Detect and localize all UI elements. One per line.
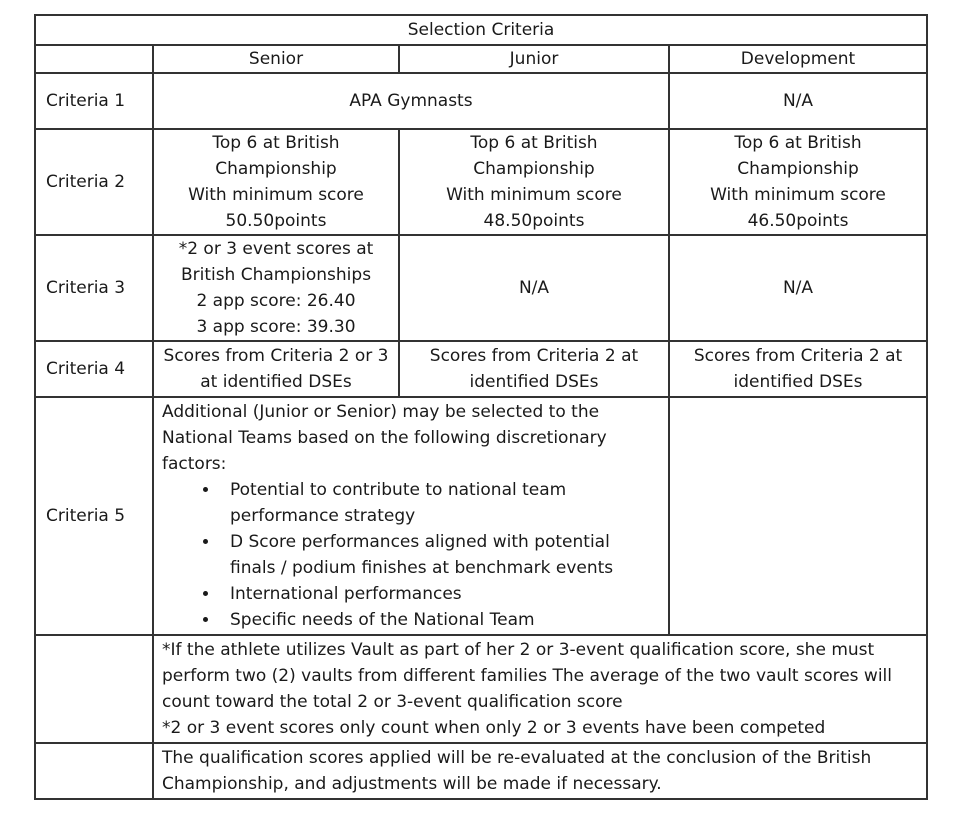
criteria-2-development-line: With minimum score xyxy=(710,185,886,205)
criteria-5-content xyxy=(153,397,669,635)
reevaluation-note xyxy=(153,743,927,799)
criteria-4-development-line: Scores from Criteria 2 at xyxy=(693,346,903,366)
factor-line: performance strategy xyxy=(230,506,416,526)
criteria-4-development-line: identified DSEs xyxy=(733,372,863,392)
criteria-3-senior xyxy=(153,235,399,341)
criteria-1-row xyxy=(35,73,927,129)
reevaluation-note-row xyxy=(35,743,927,799)
criteria-4-senior xyxy=(153,341,399,397)
criteria-3-junior: N/A xyxy=(399,235,669,341)
criteria-3-senior-line: *2 or 3 event scores at xyxy=(178,239,374,259)
criteria-2-senior xyxy=(153,129,399,235)
criteria-3-senior-line: British Championships xyxy=(180,265,372,285)
criteria-2-junior-line: Top 6 at British xyxy=(470,133,598,153)
header-senior: Senior xyxy=(153,45,399,73)
factor-line: • Specific needs of the National Team xyxy=(230,610,535,630)
criteria-3-development: N/A xyxy=(669,235,927,341)
factor-line: • International performances xyxy=(230,584,462,604)
vault-note-line: count toward the total 2 or 3-event qualification score xyxy=(162,692,623,712)
criteria-4-junior xyxy=(399,341,669,397)
criteria-4-senior-line: at identified DSEs xyxy=(200,372,352,392)
reevaluation-note-line: Championship, and adjustments will be made if necessary. xyxy=(162,774,662,794)
criteria-3-senior-line: 2 app score: 26.40 xyxy=(196,291,356,311)
criteria-5-intro-line: Additional (Junior or Senior) may be selected to the xyxy=(162,402,600,422)
criteria-5-intro-line: National Teams based on the following discretionary xyxy=(162,428,607,448)
criteria-2-senior-line: With minimum score xyxy=(188,185,364,205)
header-empty-cell xyxy=(35,45,153,73)
list-item xyxy=(220,607,660,633)
table-title: Selection Criteria xyxy=(35,15,927,45)
criteria-5-row xyxy=(35,397,927,635)
criteria-5-intro-line: factors: xyxy=(162,454,227,474)
factor-line: finals / podium finishes at benchmark events xyxy=(230,558,614,578)
criteria-1-senior-junior: APA Gymnasts xyxy=(153,73,669,129)
criteria-2-development-line: 46.50points xyxy=(747,211,849,231)
list-item xyxy=(220,581,660,607)
criteria-2-label: Criteria 2 xyxy=(35,129,153,235)
reevaluation-note-line: The qualification scores applied will be re-evaluated at the conclusion of the British xyxy=(162,748,872,768)
vault-note-label-empty xyxy=(35,635,153,743)
criteria-3-label: Criteria 3 xyxy=(35,235,153,341)
vault-note-line: *2 or 3 event scores only count when only 2 or 3 events have been competed xyxy=(162,718,826,738)
criteria-3-row xyxy=(35,235,927,341)
criteria-2-development xyxy=(669,129,927,235)
vault-note-line: perform two (2) vaults from different families The average of the two vault scores will xyxy=(162,666,893,686)
criteria-2-senior-line: Championship xyxy=(215,159,337,179)
vault-note xyxy=(153,635,927,743)
criteria-5-development-empty xyxy=(669,397,927,635)
factor-line: • Potential to contribute to national team xyxy=(230,480,567,500)
title-row xyxy=(35,15,927,45)
vault-note-row xyxy=(35,635,927,743)
criteria-1-development: N/A xyxy=(669,73,927,129)
criteria-4-junior-line: identified DSEs xyxy=(469,372,599,392)
criteria-2-development-line: Championship xyxy=(737,159,859,179)
criteria-1-label: Criteria 1 xyxy=(35,73,153,129)
criteria-4-label: Criteria 4 xyxy=(35,341,153,397)
criteria-2-junior xyxy=(399,129,669,235)
header-development: Development xyxy=(669,45,927,73)
criteria-4-development xyxy=(669,341,927,397)
criteria-2-row xyxy=(35,129,927,235)
criteria-2-junior-line: Championship xyxy=(473,159,595,179)
vault-note-line: *If the athlete utilizes Vault as part of her 2 or 3-event qualification score, she must xyxy=(162,640,875,660)
factor-line: • D Score performances aligned with potential xyxy=(230,532,610,552)
list-item xyxy=(220,529,660,581)
criteria-4-row xyxy=(35,341,927,397)
criteria-2-senior-line: Top 6 at British xyxy=(212,133,340,153)
criteria-2-junior-line: 48.50points xyxy=(483,211,585,231)
selection-criteria-table xyxy=(34,14,928,800)
header-junior: Junior xyxy=(399,45,669,73)
criteria-4-junior-line: Scores from Criteria 2 at xyxy=(429,346,639,366)
criteria-5-label: Criteria 5 xyxy=(35,397,153,635)
criteria-2-junior-line: With minimum score xyxy=(446,185,622,205)
criteria-3-senior-line: 3 app score: 39.30 xyxy=(196,317,356,337)
header-row xyxy=(35,45,927,73)
criteria-4-senior-line: Scores from Criteria 2 or 3 xyxy=(163,346,389,366)
discretionary-factors-list xyxy=(162,477,660,633)
criteria-2-development-line: Top 6 at British xyxy=(734,133,862,153)
criteria-2-senior-line: 50.50points xyxy=(225,211,327,231)
list-item xyxy=(220,477,660,529)
reevaluation-note-label-empty xyxy=(35,743,153,799)
